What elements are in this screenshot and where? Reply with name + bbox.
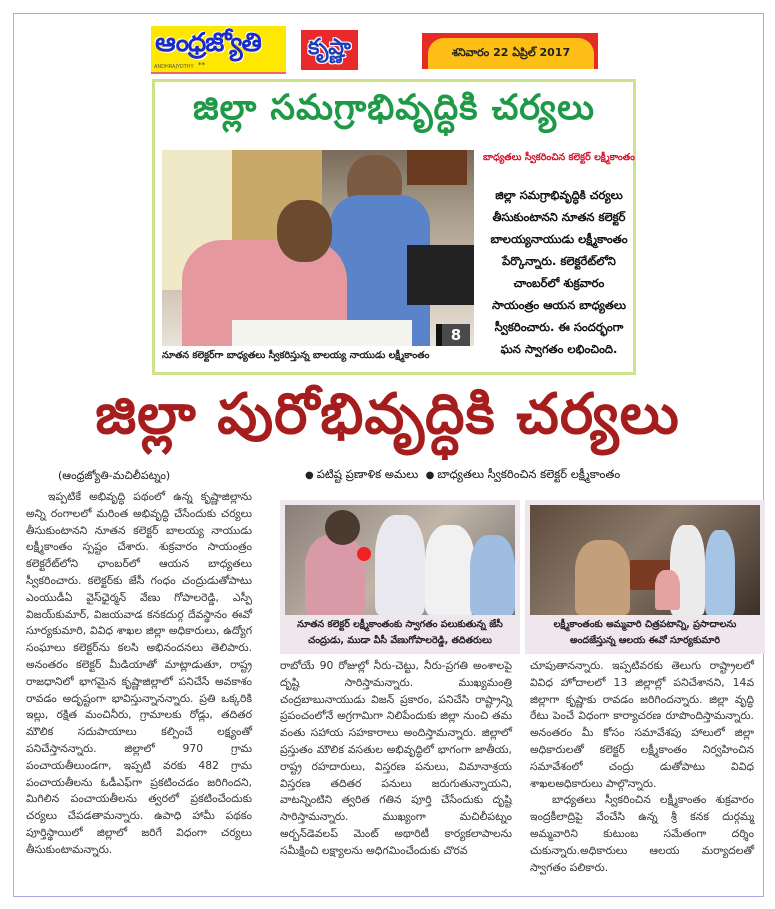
body-line: సాయంత్రం ఆయన బాధ్యతలు [491, 298, 626, 312]
caption-line: చంద్రుడు, ముడా వీసీ వేణుగోపాలరెడ్డి, తదితరులు [308, 635, 492, 646]
date-banner [422, 33, 598, 69]
main-story-headline: జిల్లా పురోభివృద్ధికి చర్యలు [95, 382, 680, 447]
article-column-3 [530, 658, 754, 876]
welcome-photo [285, 505, 515, 615]
masthead [151, 26, 639, 74]
top-story-subhead: బాధ్యతలు స్వీకరించిన కలెక్టర్ లక్ష్మీకాంతం [483, 152, 635, 163]
body-line: తీసుకుంటానని నూతన కలెక్టర్ [492, 210, 626, 224]
article-column-1 [26, 489, 252, 859]
body-line: జిల్లా సమగ్రాభివృద్ధికి చర్యలు [495, 188, 623, 202]
caption-line: లక్ష్మీకాంతంకు అమ్మవారి చిత్రపటాన్ని, ప్రసాదాలను [553, 619, 737, 630]
photo-caption [525, 617, 765, 649]
dateline: (ఆంధ్రజ్యోతి-మచిలీపట్నం) [58, 469, 171, 482]
body-line: బాలయ్యనాయుడు లక్ష్మీకాంతం [490, 232, 628, 246]
paragraph: రాబోయే 90 రోజుల్లో నీరు-చెట్టు, నీరు-ప్రగతి అంశాలపై దృష్టి సారిస్తామన్నారు. ముఖ్యమంత్రి చంద్రబాబునాయుడు విజన్ ప్రకారం, పనిచేసి రాష్ట్రాన్ని ప్రపంచంలోనే అగ్రగామిగా నిలిపేందుకు జిల్లా నుంచి తమ వంతు సహాయ సహకారాలు అందిస్తామన్నారు. జిల్లాలో ప్రస్తుతం మౌలిక వసతుల అభివృద్ధిలో భాగంగా జాతీయ, రాష్ట్ర రహదారులు, విస్తరణ పనులు, విమానాశ్రయ విస్తరణ తదితర పనులు జరుగుతున్నాయని, వాటన్నింటిని త్వరిత గతిన పూర్తి చేసేందుకు దృష్టి సారిస్తామన్నారు. ముఖ్యంగా మచిలీపట్నం అర్బన్‌డెవలప్ మెంట్ అథారిటీ కార్యకలాపాలను సమీక్షించి లక్ష్యాలను అధిగమించేందుకు చొరవ [280, 659, 512, 857]
edition-name: కృష్ణా [308, 35, 351, 60]
top-story-headline: జిల్లా సమగ్రాభివృద్ధికి చర్యలు [192, 88, 596, 128]
date-text: శనివారం 22 ఏప్రిల్ 2017 [428, 38, 594, 69]
bullet-icon: ● [305, 470, 314, 481]
logo-stars: ** [198, 61, 205, 69]
bullet-icon: ● [425, 470, 435, 481]
body-line: స్వీకరించారు. ఈ సందర్భంగా [494, 320, 624, 334]
photo-panel-temple [525, 500, 765, 654]
paragraph: చూపుతానన్నారు. ఇప్పటివరకు తెలుగు రాష్ట్రాలలో వివిధ హోదాలలో 13 జిల్లాల్లో పనిచేశానని, 14వ జిల్లాగా కృష్ణాకు రావడం జరిగిందన్నారు. జిల్లా వృద్ధి రేటు పెంచే విధంగా కార్యాచరణ రూపొందిస్తామన్నారు. అనంతరం మీ కోసం సమావేశపు హాలులో జిల్లా అధికారులతో కలెక్టర్ లక్ష్మీకాంతం నిర్వహించిన సమావేశంలో చంద్రు డుతోపాటు వివిధ శాఖలఅధికారులు పాల్గొన్నారు. [530, 659, 754, 790]
top-story-photo [162, 150, 474, 346]
edition-badge [301, 30, 358, 70]
caption-line: నూతన కలెక్టర్ లక్ష్మీకాంతంకు స్వాగతం పలుకుతున్న జేసీ [297, 619, 503, 630]
paragraph: బాధ్యతలు స్వీకరించిన లక్ష్మీకాంతం శుక్రవారం ఇంద్రకీలాద్రిపై వేంచేసి ఉన్న శ్రీ కనక దుర్గమ్మ అమ్మవారిని కుటుంబ సమేతంగా దర్శిం చుకున్నారు.అధికారులు ఆలయ మర్యాదలతో స్వాగతం పలికారు. [530, 793, 754, 874]
andhrajyothy-logo [151, 26, 286, 74]
body-line: చాంబర్‌లో శుక్రవారం [513, 276, 605, 290]
highlight-item: పటిష్ట ప్రణాళిక అమలు [316, 467, 419, 481]
top-photo-caption: నూతన కలెక్టర్‌గా బాధ్యతలు స్వీకరిస్తున్న బాలయ్య నాయుడు లక్ష్మీకాంతం [162, 350, 430, 361]
logo-text: ఆంధ్రజ్యోతి [155, 28, 261, 58]
top-story-body [479, 184, 639, 360]
highlight-item: బాధ్యతలు స్వీకరించిన కలెక్టర్ లక్ష్మీకాంతం [437, 467, 621, 481]
temple-photo [530, 505, 760, 615]
article-column-2 [280, 658, 512, 860]
logo-subtext: ANDHRAJYOTHY [154, 64, 194, 70]
photo-panel-welcome [280, 500, 520, 654]
page-number-badge: 8 [436, 324, 470, 346]
top-story-box [152, 79, 636, 375]
body-line: ఘన స్వాగతం లభించింది. [500, 342, 618, 356]
photo-caption [280, 617, 520, 649]
highlights [305, 467, 620, 484]
caption-line: అందజేస్తున్న ఆలయ ఈవో సూర్యకుమారి [569, 635, 720, 646]
body-line: పేర్కొన్నారు. కలెక్టరేట్‌లోని [502, 254, 616, 268]
paragraph: ఇప్పటికే అభివృద్ధి పథంలో ఉన్న కృష్ణాజిల్లాను అన్ని రంగాలలో మరింత అభివృద్ధి చేసేందుకు చర్యలు తీసుకుంటానని నూతన కలెక్టర్ బాలయ్య నాయుడు లక్ష్మీకాంతం స్పష్టం చేశారు. శుక్రవారం సాయంత్రం కలెక్టరేట్‌లోని ఛాంబర్‌లో ఆయన బాధ్యతలు స్వీకరించారు. కలెక్టర్‌కు జేసీ గంధం చంద్రుడుతోపాటు ఎంయుడీఏ వైస్‌ఛైర్మన్ వేణు గోపాలరెడ్డి, ఎస్పీ విజయ్‌కుమార్, విజయవాడ కనకదుర్గ దేవస్థానం ఈవో సూర్యకుమారి, వివిధ శాఖల జిల్లా అధికారులు, ఉద్యోగ సంఘాలు కలెక్టర్‌ను కలసి అభినందనలు తెలిపారు. అనంతరం కలెక్టర్ మీడియాతో మాట్లాడుతూ, రాష్ట్ర రాజధానిలో భాగమైన కృష్ణాజిల్లాలో పనిచేసే అవకాశం రావడం అదృష్టంగా భావిస్తున్నానన్నారు. ప్రతి ఒక్కరికి ఇల్లు, రక్షిత మంచినీరు, గ్రామాలకు రోడ్లు, తదితర మౌలిక సదుపాయాలు కల్పించే లక్ష్యంతో పనిచేస్తానన్నారు. జిల్లాలో 970 గ్రామ పంచాయతీలుండగా, ఇప్పటి వరకు 482 గ్రామ పంచాయతీలను ఓడీఎఫ్‌గా ప్రకటించడం జరిగిందని, మిగిలిన పంచాయతీలను త్వరలో ప్రకటించేందుకు చర్యలు చేపడతామన్నారు. ఉపాధి హామీ పథకం పూర్తిస్థాయిలో జిల్లాలో జరిగే విధంగా చర్యలు తీసుకుంటామన్నారు. [26, 490, 252, 856]
